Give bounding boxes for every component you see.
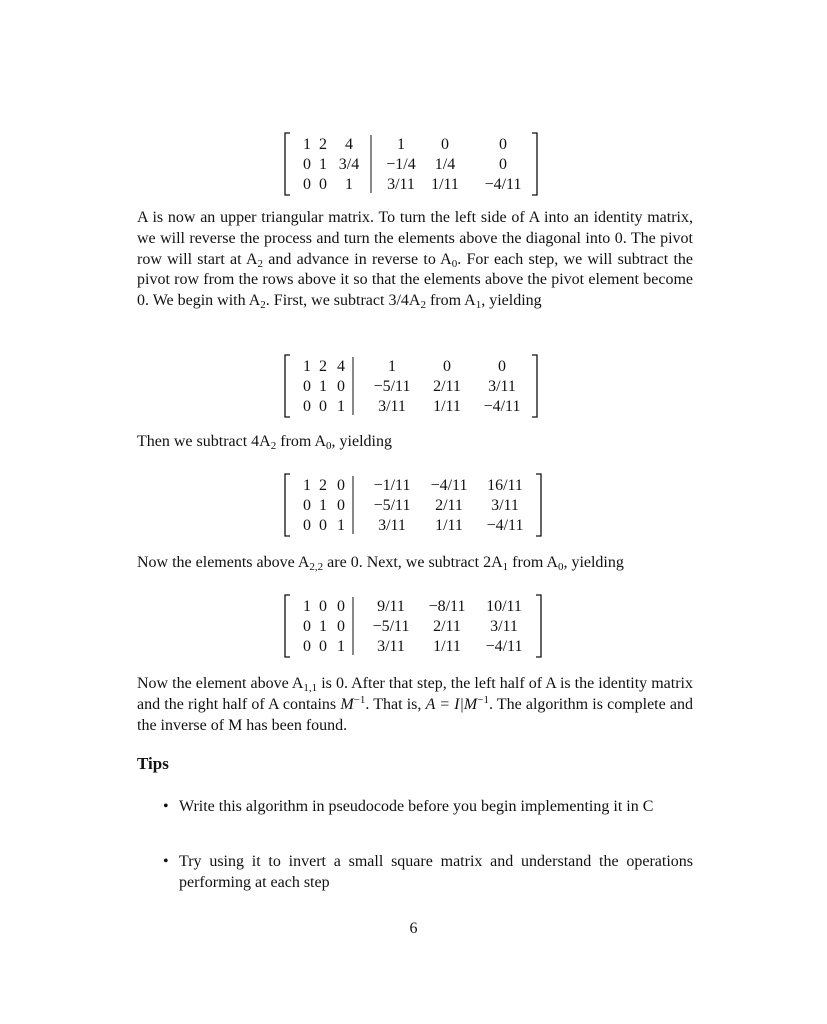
matrix-entry: 2 xyxy=(319,136,327,153)
matrix-entry: 0 xyxy=(337,497,345,514)
matrix-entry: −4/11 xyxy=(483,398,521,415)
left-bracket xyxy=(285,595,290,657)
matrix-2-svg xyxy=(283,354,541,418)
matrix-entry: 1 xyxy=(337,517,345,534)
paragraph-algorithm-complete: Now the element above $A_{1,1}$ is 0. After that step, the left half of A is the identity matrix and the right half of A contains $M^{-1}$. That is, $A = I|M^{-1}$. The algorithm is complete and the inverse of M has been found. xyxy=(137,675,693,734)
paragraph-elements-above: Now the elements above $A_{2,2}$ are 0. Next, we subtract $2A_1$ from $A_0$, yielding xyxy=(137,554,624,573)
left-bracket xyxy=(285,133,290,195)
matrix-entry: 1/11 xyxy=(433,638,461,655)
matrix-entry: −5/11 xyxy=(373,497,411,514)
matrix-entry: −4/11 xyxy=(484,176,522,193)
matrix-entry: 0 xyxy=(337,378,345,395)
matrix-1-svg xyxy=(283,132,541,196)
matrix-entry: 0 xyxy=(319,176,327,193)
right-bracket xyxy=(536,474,541,536)
matrix-entry: 1/11 xyxy=(435,517,463,534)
matrix-entry: 10/11 xyxy=(486,598,522,615)
matrix-entry: 16/11 xyxy=(487,477,523,494)
matrix-entry: 3/11 xyxy=(387,176,415,193)
matrix-entry: 4 xyxy=(345,136,353,153)
paragraph-upper-triangular: A is now an upper triangular matrix. To turn the left side of A into an identity matrix, we will reverse the process and turn the elements above the diagonal into 0. The pivot row will start at $A_2$ and advance in reverse to $A_0$. For each step, we will subtract the pivot row from the rows above it so that the elements above the pivot element become 0. We begin with $A_2$. First, we subtract $3/4A_2$ from $A_1$, yielding xyxy=(137,209,694,312)
matrix-entry: −4/11 xyxy=(486,517,524,534)
matrix-entry: −5/11 xyxy=(373,378,411,395)
matrix-entry: 1/4 xyxy=(434,156,456,173)
matrix-entry: 3/11 xyxy=(378,517,406,534)
matrix-entry: 0 xyxy=(499,156,507,173)
matrix-entry: 1 xyxy=(345,176,353,193)
paragraph-subtract-4a2: Then we subtract $4A_2$ from $A_0$, yielding xyxy=(137,433,392,452)
bullet-icon: • xyxy=(163,798,169,815)
matrix-entry: 4 xyxy=(337,358,345,375)
right-bracket xyxy=(532,355,537,417)
bullet-icon: • xyxy=(163,853,169,870)
matrix-entry: 0 xyxy=(303,378,311,395)
matrix-entry: 1/11 xyxy=(433,398,461,415)
matrix-entry: 0 xyxy=(443,358,451,375)
matrix-entry: 1 xyxy=(319,378,327,395)
matrix-entry: −4/11 xyxy=(485,638,523,655)
matrix-entry: 3/11 xyxy=(490,618,518,635)
matrix-entry: 0 xyxy=(303,398,311,415)
matrix-entry: 3/11 xyxy=(491,497,519,514)
tip-text-1: Write this algorithm in pseudocode before you begin implementing it in C xyxy=(179,798,654,815)
matrix-entry: 0 xyxy=(303,517,311,534)
matrix-entry: 0 xyxy=(441,136,449,153)
matrix-entry: 0 xyxy=(499,136,507,153)
matrix-entry: 2/11 xyxy=(433,378,461,395)
matrix-entry: 9/11 xyxy=(377,598,405,615)
matrix-entry: 1 xyxy=(319,156,327,173)
matrix-entry: 1 xyxy=(319,618,327,635)
matrix-entry: −1/11 xyxy=(373,477,411,494)
left-bracket xyxy=(285,474,290,536)
matrix-entry: 1 xyxy=(303,477,311,494)
matrix-entry: 1 xyxy=(337,398,345,415)
matrix-entry: 0 xyxy=(303,618,311,635)
matrix-entry: 0 xyxy=(303,156,311,173)
matrix-entry: 3/4 xyxy=(338,156,360,173)
matrix-entry: 0 xyxy=(319,598,327,615)
matrix-entry: 1 xyxy=(303,358,311,375)
right-bracket xyxy=(532,133,537,195)
matrix-entry: 0 xyxy=(319,398,327,415)
augmented-matrix-2 xyxy=(283,354,541,418)
matrix-entry: 0 xyxy=(319,638,327,655)
augmented-matrix-1 xyxy=(283,132,541,196)
matrix-entry: 0 xyxy=(319,517,327,534)
matrix-entry: 1 xyxy=(397,136,405,153)
matrix-entry: 3/11 xyxy=(378,398,406,415)
augmented-matrix-3 xyxy=(283,473,545,537)
matrix-entry: 1 xyxy=(303,598,311,615)
page-number: 6 xyxy=(409,920,418,937)
tip-item-1 xyxy=(163,797,693,818)
matrix-entry: 0 xyxy=(337,598,345,615)
right-bracket xyxy=(536,595,541,657)
tips-heading: Tips xyxy=(137,754,169,773)
matrix-entry: 1/11 xyxy=(431,176,459,193)
matrix-entry: 0 xyxy=(337,477,345,494)
matrix-entry: 1 xyxy=(337,638,345,655)
matrix-entry: 0 xyxy=(303,638,311,655)
augmented-matrix-4 xyxy=(283,594,545,658)
matrix-entry: −5/11 xyxy=(372,618,410,635)
matrix-entry: −1/4 xyxy=(386,156,416,173)
matrix-entry: −8/11 xyxy=(428,598,466,615)
matrix-entry: 3/11 xyxy=(488,378,516,395)
matrix-entry: 0 xyxy=(498,358,506,375)
left-bracket xyxy=(285,355,290,417)
matrix-entry: 2/11 xyxy=(435,497,463,514)
matrix-entry: 1 xyxy=(388,358,396,375)
tip-item-2 xyxy=(163,852,693,894)
matrix-entry: 2 xyxy=(319,358,327,375)
matrix-entry: −4/11 xyxy=(430,477,468,494)
matrix-entry: 1 xyxy=(303,136,311,153)
matrix-entry: 2/11 xyxy=(433,618,461,635)
matrix-entry: 1 xyxy=(319,497,327,514)
tip-text-2: Try using it to invert a small square matrix and understand the operations performing at each step xyxy=(179,853,693,891)
matrix-3-svg xyxy=(283,473,545,537)
matrix-entry: 2 xyxy=(319,477,327,494)
matrix-entry: 0 xyxy=(303,176,311,193)
matrix-entry: 3/11 xyxy=(377,638,405,655)
matrix-entry: 0 xyxy=(337,618,345,635)
matrix-entry: 0 xyxy=(303,497,311,514)
matrix-4-svg xyxy=(283,594,545,658)
